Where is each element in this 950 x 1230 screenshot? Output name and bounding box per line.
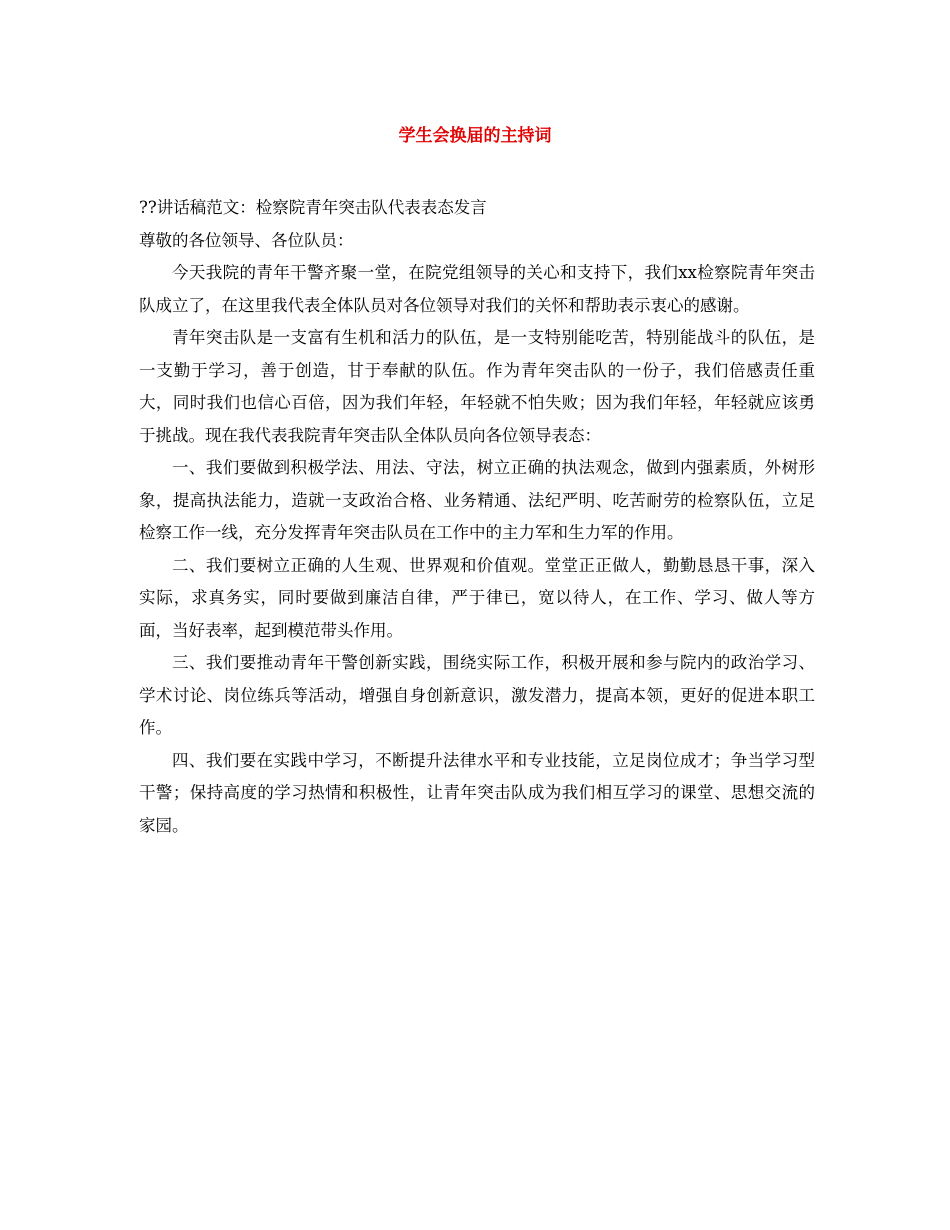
paragraph: 四、我们要在实践中学习，不断提升法律水平和专业技能，立足岗位成才；争当学习型干警；保持高度的学习热情和积极性，让青年突击队成为我们相互学习的课堂、思想交流的家园。 [139,750,815,835]
document-subtitle: ??讲话稿范文：检察院青年突击队代表表态发言 [139,198,487,217]
document-body [139,192,815,842]
paragraph: 一、我们要做到积极学法、用法、守法，树立正确的执法观念，做到内强素质，外树形象，提高执法能力，造就一支政治合格、业务精通、法纪严明、吃苦耐劳的检察队伍，立足检察工作一线，充分发挥青年突击队员在工作中的主力军和生力军的作用。 [139,458,815,542]
salutation: 尊敬的各位领导、各位队员： [139,230,354,250]
paragraph: 三、我们要推动青年干警创新实践，围绕实际工作，积极开展和参与院内的政治学习、学术讨论、岗位练兵等活动，增强自身创新意识，激发潜力，提高本领，更好的促进本职工作。 [139,653,815,737]
paragraph: 二、我们要树立正确的人生观、世界观和价值观。堂堂正正做人，勤勤恳恳干事，深入实际，求真务实，同时要做到廉洁自律，严于律已，宽以待人，在工作、学习、做人等方面，当好表率，起到模范带头作用。 [139,555,815,640]
paragraph: 青年突击队是一支富有生机和活力的队伍，是一支特别能吃苦，特别能战斗的队伍，是一支勤于学习，善于创造，甘于奉献的队伍。作为青年突击队的一份子，我们倍感责任重大，同时我们也信心百倍，因为我们年轻，年轻就不怕失败；因为我们年轻，年轻就应该勇于挑战。现在我代表我院青年突击队全体队员向各位领导表态： [139,328,815,445]
document-title: 学生会换届的主持词 [398,126,552,146]
paragraph: 今天我院的青年干警齐聚一堂，在院党组领导的关心和支持下，我们xx检察院青年突击队成立了，在这里我代表全体队员对各位领导对我们的关怀和帮助表示衷心的感谢。 [139,263,815,315]
